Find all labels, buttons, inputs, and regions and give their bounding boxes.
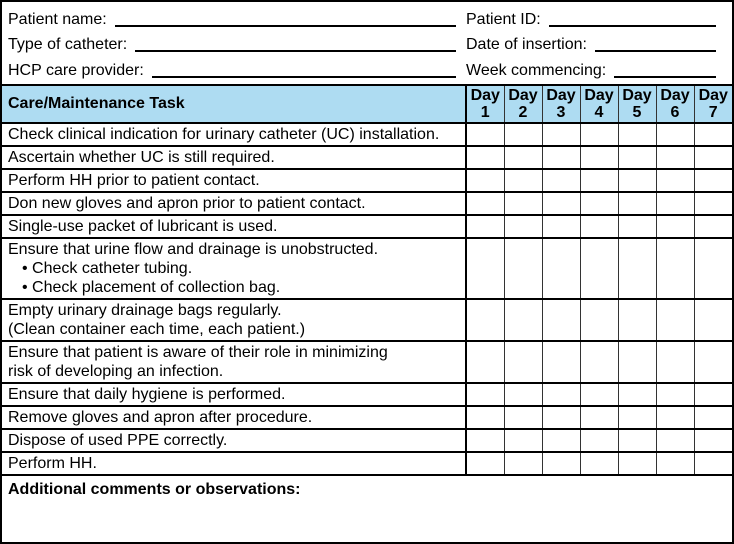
task-cell xyxy=(2,123,466,146)
day-checkbox-cell[interactable] xyxy=(694,299,732,341)
day-checkbox-cell[interactable] xyxy=(466,192,504,215)
field-row xyxy=(8,31,726,55)
day-checkbox-cell[interactable] xyxy=(542,192,580,215)
day-checkbox-cell[interactable] xyxy=(580,383,618,406)
day-checkbox-cell[interactable] xyxy=(580,215,618,238)
day-checkbox-cell[interactable] xyxy=(466,341,504,383)
task-text: (Clean container each time, each patient.) xyxy=(8,321,306,338)
day-checkbox-cell[interactable] xyxy=(618,429,656,452)
task-cell xyxy=(2,238,466,299)
day-header xyxy=(542,85,580,123)
day-header xyxy=(618,85,656,123)
task-text: Ensure that daily hygiene is performed. xyxy=(8,386,286,403)
day-checkbox-cell[interactable] xyxy=(618,146,656,169)
day-checkbox-cell[interactable] xyxy=(504,238,542,299)
catheter-type-blank[interactable] xyxy=(135,50,456,52)
task-cell xyxy=(2,383,466,406)
patient-id-label: Patient ID: xyxy=(466,10,541,28)
task-row xyxy=(2,299,732,341)
task-row xyxy=(2,452,732,475)
patient-name-field xyxy=(8,11,466,30)
task-row xyxy=(2,146,732,169)
day-header xyxy=(656,85,694,123)
day-checkbox-cell[interactable] xyxy=(466,123,504,146)
day-checkbox-cell[interactable] xyxy=(542,215,580,238)
day-number: 5 xyxy=(632,104,642,121)
day-checkbox-cell[interactable] xyxy=(504,215,542,238)
day-checkbox-cell[interactable] xyxy=(580,192,618,215)
comments-input-area[interactable] xyxy=(2,499,732,542)
insertion-date-blank[interactable] xyxy=(595,50,716,52)
task-text: Check clinical indication for urinary catheter (UC) installation. xyxy=(8,126,440,143)
day-checkbox-cell[interactable] xyxy=(542,383,580,406)
insertion-date-field xyxy=(466,36,726,55)
patient-name-label: Patient name: xyxy=(8,10,107,28)
day-checkbox-cell[interactable] xyxy=(504,452,542,475)
day-checkbox-cell[interactable] xyxy=(466,146,504,169)
day-word: Day xyxy=(470,87,500,104)
day-checkbox-cell[interactable] xyxy=(656,238,694,299)
day-number: 4 xyxy=(594,104,604,121)
task-bullet-item: • Check catheter tubing. xyxy=(8,259,459,278)
task-text: Don new gloves and apron prior to patient contact. xyxy=(8,195,366,212)
day-checkbox-cell[interactable] xyxy=(466,383,504,406)
day-checkbox-cell[interactable] xyxy=(656,429,694,452)
day-checkbox-cell[interactable] xyxy=(580,238,618,299)
day-checkbox-cell[interactable] xyxy=(466,406,504,429)
task-bullet-item: • Check placement of collection bag. xyxy=(8,278,459,297)
day-word: Day xyxy=(508,87,538,104)
day-checkbox-cell[interactable] xyxy=(466,169,504,192)
day-checkbox-cell[interactable] xyxy=(504,406,542,429)
comments-label: Additional comments or observations: xyxy=(8,481,301,498)
task-row xyxy=(2,406,732,429)
day-number: 2 xyxy=(518,104,528,121)
day-checkbox-cell[interactable] xyxy=(656,169,694,192)
day-checkbox-cell[interactable] xyxy=(694,406,732,429)
day-checkbox-cell[interactable] xyxy=(504,299,542,341)
day-checkbox-cell[interactable] xyxy=(542,238,580,299)
week-commencing-blank[interactable] xyxy=(614,76,716,78)
week-commencing-field xyxy=(466,62,726,81)
day-checkbox-cell[interactable] xyxy=(656,192,694,215)
day-number: 6 xyxy=(670,104,680,121)
day-checkbox-cell[interactable] xyxy=(694,215,732,238)
day-checkbox-cell[interactable] xyxy=(504,146,542,169)
day-checkbox-cell[interactable] xyxy=(466,299,504,341)
task-table-body xyxy=(2,123,732,475)
day-checkbox-cell[interactable] xyxy=(656,341,694,383)
day-checkbox-cell[interactable] xyxy=(656,452,694,475)
task-row xyxy=(2,429,732,452)
insertion-date-label: Date of insertion: xyxy=(466,36,587,53)
day-checkbox-cell[interactable] xyxy=(542,452,580,475)
day-checkbox-cell[interactable] xyxy=(466,238,504,299)
task-row xyxy=(2,341,732,383)
day-checkbox-cell[interactable] xyxy=(580,452,618,475)
task-cell xyxy=(2,169,466,192)
day-checkbox-cell[interactable] xyxy=(504,192,542,215)
task-text: Empty urinary drainage bags regularly. xyxy=(8,302,282,319)
task-text: Perform HH. xyxy=(8,455,97,472)
patient-info-section xyxy=(2,2,732,84)
table-header-row xyxy=(2,85,732,123)
task-cell xyxy=(2,429,466,452)
day-word: Day xyxy=(660,87,690,104)
day-checkbox-cell[interactable] xyxy=(542,169,580,192)
day-checkbox-cell[interactable] xyxy=(694,452,732,475)
day-header xyxy=(466,85,504,123)
hcp-provider-label: HCP care provider: xyxy=(8,61,144,79)
day-header xyxy=(580,85,618,123)
task-text: Remove gloves and apron after procedure. xyxy=(8,409,313,426)
day-checkbox-cell[interactable] xyxy=(618,169,656,192)
catheter-type-label: Type of catheter: xyxy=(8,36,128,53)
day-checkbox-cell[interactable] xyxy=(656,406,694,429)
care-task-table xyxy=(2,84,732,476)
day-checkbox-cell[interactable] xyxy=(504,383,542,406)
day-checkbox-cell[interactable] xyxy=(504,341,542,383)
day-word: Day xyxy=(584,87,614,104)
day-checkbox-cell[interactable] xyxy=(504,169,542,192)
day-checkbox-cell[interactable] xyxy=(542,406,580,429)
day-checkbox-cell[interactable] xyxy=(580,299,618,341)
task-text: risk of developing an infection. xyxy=(8,363,224,380)
day-checkbox-cell[interactable] xyxy=(694,429,732,452)
task-row xyxy=(2,383,732,406)
task-row xyxy=(2,123,732,146)
day-checkbox-cell[interactable] xyxy=(618,238,656,299)
hcp-provider-blank[interactable] xyxy=(152,76,456,78)
day-checkbox-cell[interactable] xyxy=(580,406,618,429)
day-checkbox-cell[interactable] xyxy=(580,169,618,192)
day-checkbox-cell[interactable] xyxy=(618,215,656,238)
day-number: 1 xyxy=(480,104,490,121)
task-cell xyxy=(2,341,466,383)
day-checkbox-cell[interactable] xyxy=(694,169,732,192)
day-checkbox-cell[interactable] xyxy=(542,123,580,146)
day-checkbox-cell[interactable] xyxy=(580,146,618,169)
day-checkbox-cell[interactable] xyxy=(694,383,732,406)
day-checkbox-cell[interactable] xyxy=(694,123,732,146)
task-text: Dispose of used PPE correctly. xyxy=(8,432,228,449)
day-checkbox-cell[interactable] xyxy=(656,383,694,406)
task-text: Perform HH prior to patient contact. xyxy=(8,172,260,189)
day-checkbox-cell[interactable] xyxy=(694,192,732,215)
day-checkbox-cell[interactable] xyxy=(504,123,542,146)
patient-name-blank[interactable] xyxy=(115,25,456,27)
field-row xyxy=(8,6,726,30)
day-checkbox-cell[interactable] xyxy=(618,406,656,429)
day-checkbox-cell[interactable] xyxy=(466,215,504,238)
task-text: Ensure that patient is aware of their role in minimizing xyxy=(8,344,388,361)
day-checkbox-cell[interactable] xyxy=(694,238,732,299)
day-checkbox-cell[interactable] xyxy=(580,429,618,452)
day-checkbox-cell[interactable] xyxy=(542,299,580,341)
day-checkbox-cell[interactable] xyxy=(542,146,580,169)
catheter-type-field xyxy=(8,36,466,55)
task-text: Ensure that urine flow and drainage is unobstructed. xyxy=(8,241,379,258)
day-checkbox-cell[interactable] xyxy=(618,383,656,406)
day-checkbox-cell[interactable] xyxy=(618,123,656,146)
day-checkbox-cell[interactable] xyxy=(618,452,656,475)
field-row xyxy=(8,57,726,81)
task-cell xyxy=(2,146,466,169)
day-checkbox-cell[interactable] xyxy=(466,452,504,475)
day-checkbox-cell[interactable] xyxy=(504,429,542,452)
task-row xyxy=(2,192,732,215)
task-cell xyxy=(2,452,466,475)
day-checkbox-cell[interactable] xyxy=(580,123,618,146)
day-word: Day xyxy=(546,87,576,104)
task-text: Single-use packet of lubricant is used. xyxy=(8,218,278,235)
day-checkbox-cell[interactable] xyxy=(618,299,656,341)
patient-id-blank[interactable] xyxy=(549,25,716,27)
day-checkbox-cell[interactable] xyxy=(466,429,504,452)
task-cell xyxy=(2,299,466,341)
day-checkbox-cell[interactable] xyxy=(656,299,694,341)
week-commencing-label: Week commencing: xyxy=(466,61,607,79)
day-word: Day xyxy=(622,87,652,104)
day-checkbox-cell[interactable] xyxy=(618,192,656,215)
day-checkbox-cell[interactable] xyxy=(542,341,580,383)
task-text: Ascertain whether UC is still required. xyxy=(8,149,275,166)
task-row xyxy=(2,169,732,192)
day-checkbox-cell[interactable] xyxy=(618,341,656,383)
day-checkbox-cell[interactable] xyxy=(656,215,694,238)
day-checkbox-cell[interactable] xyxy=(694,146,732,169)
day-checkbox-cell[interactable] xyxy=(580,341,618,383)
day-checkbox-cell[interactable] xyxy=(656,123,694,146)
day-header xyxy=(504,85,542,123)
task-cell xyxy=(2,192,466,215)
day-number: 3 xyxy=(556,104,566,121)
task-cell xyxy=(2,406,466,429)
day-checkbox-cell[interactable] xyxy=(694,341,732,383)
hcp-provider-field xyxy=(8,62,466,81)
task-column-header: Care/Maintenance Task xyxy=(2,85,466,123)
comments-section xyxy=(2,476,732,542)
task-row xyxy=(2,215,732,238)
day-header xyxy=(694,85,732,123)
task-row xyxy=(2,238,732,299)
day-checkbox-cell[interactable] xyxy=(656,146,694,169)
day-checkbox-cell[interactable] xyxy=(542,429,580,452)
task-cell xyxy=(2,215,466,238)
day-word: Day xyxy=(698,87,728,104)
day-number: 7 xyxy=(708,104,718,121)
patient-id-field xyxy=(466,11,726,30)
